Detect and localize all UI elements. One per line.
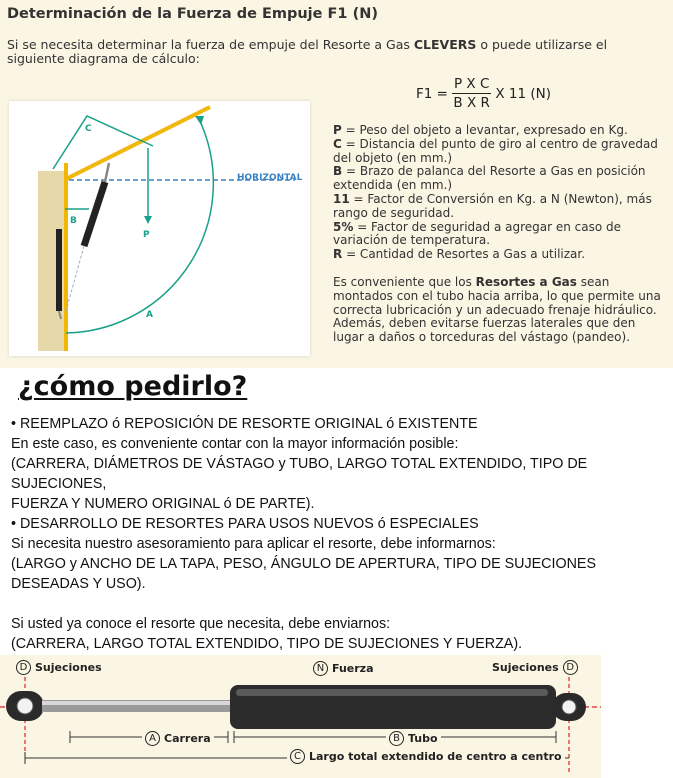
definition-key: R [333,247,343,262]
order-line: (CARRERA, LARGO TOTAL EXTENDIDO, TIPO DE SUJECIONES Y FUERZA). [11,636,523,652]
label-p: P [143,230,150,240]
right-eyelet-hole [562,700,576,714]
stroke-text: Carrera [164,732,211,745]
order-line: • DESARROLLO DE RESORTES PARA USOS NUEVOS ó ESPECIALES [11,516,479,532]
mounting-note [333,276,668,345]
definition-item [333,124,673,138]
note-paragraph-2: Además, deben evitarse fuerzas laterales que den lugar a daños o torceduras del vástago (pandeo). [333,316,636,345]
length-letter: C [290,749,305,764]
order-line: • REEMPLAZO ó REPOSICIÓN DE RESORTE ORIGINAL ó EXISTENTE [11,416,478,432]
order-line: (LARGO y ANCHO DE LA TAPA, PESO, ÁNGULO DE APERTURA, TIPO DE SUJECIONES DESEADAS Y USO). [11,556,596,592]
definition-item [333,221,673,249]
definition-text: = Factor de seguridad a agregar en caso de variación de temperatura. [333,219,622,248]
definition-key: 5% [333,219,354,234]
note-text: Es conveniente que los [333,275,476,289]
definition-text: = Factor de Conversión en Kg. a N (Newton), más rango de seguridad. [333,191,652,220]
order-line: (CARRERA, DIÁMETROS DE VÁSTAGO y TUBO, LARGO TOTAL EXTENDIDO, TIPO DE SUJECIONES, [11,456,588,492]
stroke-letter: A [145,731,160,746]
formula-denominator: B X R [453,95,490,111]
note-text-end: sean montados con el tubo hacia arriba, lo que permite una correcta lubricación y un adecuado frenaje hidráulico. [333,275,661,317]
definition-item [333,248,673,262]
page-title: Determinación de la Fuerza de Empuje F1 (N) [7,6,378,22]
order-line: FUERZA Y NUMERO ORIGINAL ó DE PARTE). [11,496,315,512]
definition-text: = Cantidad de Resortes a Gas a utilizar. [342,247,586,262]
definition-key: C [333,136,342,151]
definition-key: B [333,164,343,179]
weight-p-arrow [144,216,152,224]
order-line-blank [11,594,666,614]
definition-key: 11 [333,191,350,206]
tube-label [386,731,441,746]
note-paragraph-1 [333,276,668,317]
definition-text: = Distancia del punto de giro al centro de gravedad del objeto (en mm.) [333,136,658,165]
piston-rod-highlight [42,701,234,705]
formula-fraction [452,76,491,111]
definition-key: P [333,123,342,137]
definitions-list [333,124,673,262]
lid-arm [66,107,210,179]
definition-item [333,193,673,221]
formula-rhs: X 11 (N) [495,85,552,102]
calculation-section [0,0,673,368]
force-formula [416,76,551,111]
definition-item [333,165,673,193]
label-b: B [70,216,77,226]
definition-text: = Peso del objeto a levantar, expresado en Kg. [341,123,628,137]
horizontal-label: HORIZONTAL [237,173,303,183]
length-text: Largo total extendido de centro a centro [309,750,562,763]
left-mount-text: Sujeciones [35,661,102,674]
length-label [287,749,565,764]
lever-diagram [9,101,310,356]
formula-lhs: F1 = [416,85,448,102]
order-line: Si usted ya conoce el resorte que necesita, debe enviarnos: [11,616,391,632]
order-heading: ¿cómo pedirlo? [18,371,248,402]
tube-text: Tubo [408,732,438,745]
left-eyelet-hole [17,698,33,714]
strut-rod-open [105,163,109,182]
note-bold-text: Resortes a Gas [475,275,577,289]
strut-tube-open [84,182,105,246]
formula-numerator: P X C [453,76,490,92]
definition-text: = Brazo de palanca del Resorte a Gas en posición extendida (en mm.) [333,164,646,193]
order-instructions [11,414,666,654]
order-line: Si necesita nuestro asesoramiento para aplicar el resorte, debe informarnos: [11,536,496,552]
force-text: Fuerza [332,662,374,675]
stroke-label [142,731,214,746]
right-mount-text: Sujeciones [492,661,559,674]
force-letter: N [313,661,328,676]
right-mount-letter: D [563,660,578,675]
cylinder-highlight [236,689,548,696]
brand-name: CLEVERS [413,37,477,52]
label-c: C [85,124,92,134]
label-a: A [146,310,153,320]
order-line: En este caso, es conveniente contar con la mayor información posible: [11,436,459,452]
definition-item [333,138,673,166]
tube-letter: B [389,731,404,746]
lever-diagram-svg [9,101,310,356]
arc-arrow-head [195,116,204,125]
gas-spring-diagram [0,655,601,778]
intro-text: Si se necesita determinar la fuerza de empuje del Resorte a Gas [7,37,414,52]
left-mount-letter: D [16,660,31,675]
intro-paragraph [7,38,647,66]
intro-text-end: o puede utilizarse el siguiente diagrama de cálculo: [7,37,608,66]
strut-path [66,246,84,311]
